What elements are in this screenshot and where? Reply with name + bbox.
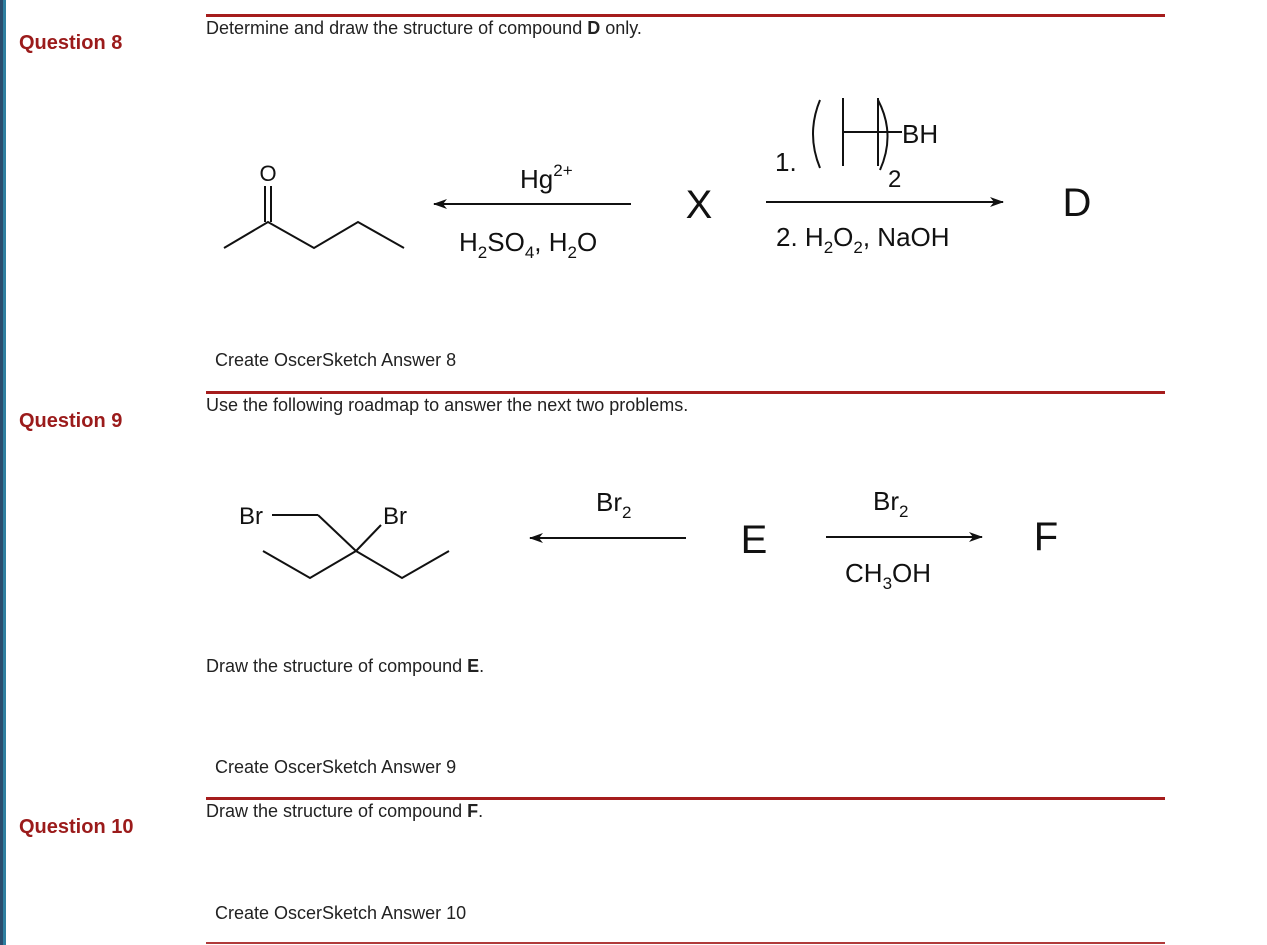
reagent-methanol-label: $CH_3OH$ <box>845 558 932 593</box>
compound-e-ref: E <box>467 656 480 676</box>
reaction-scheme-2 <box>239 486 1058 593</box>
compound-x-label: X <box>685 183 713 227</box>
compound-e-label: E <box>740 518 768 562</box>
reagent-h2so4-label: $H_2SO_4$, $H_2O$ <box>459 227 598 262</box>
compound-f-ref: F <box>467 801 479 821</box>
reaction-scheme-1 <box>224 98 1091 262</box>
reagent-hg-label: $Hg^{2+}$ <box>520 161 573 194</box>
question-10-label: Question 10 <box>19 816 134 838</box>
question-9-intro: Use the following roadmap to answer the next two problems. <box>206 395 689 415</box>
borane-subscript: 2 <box>888 166 902 193</box>
question-8-prompt: Determine and draw the structure of compound D only. <box>206 18 642 38</box>
reagent-br2-left-label: $Br_2$ <box>596 487 632 522</box>
create-answer-8-link[interactable]: Create OscerSketch Answer 8 <box>215 350 457 370</box>
compound-d-ref: D <box>587 18 601 38</box>
reagent-h2o2-naoh-label: 2. $H_2O_2$, NaOH <box>776 222 950 257</box>
butanone-structure <box>224 186 404 248</box>
bromine-left-label: Br <box>239 503 263 530</box>
step-1-number: 1. <box>775 147 797 177</box>
create-answer-10-link[interactable]: Create OscerSketch Answer 10 <box>215 903 467 923</box>
compound-f-label: F <box>1033 515 1059 559</box>
question-9-label: Question 9 <box>19 410 123 432</box>
reagent-br2-right-label: $Br_2$ <box>873 486 909 521</box>
compound-d-label: D <box>1062 181 1092 225</box>
create-answer-9-link[interactable]: Create OscerSketch Answer 9 <box>215 757 457 777</box>
bromine-right-label: Br <box>383 503 407 530</box>
borane-bh-label: BH <box>902 119 939 149</box>
question-10-prompt: Draw the structure of compound F. <box>206 801 484 821</box>
question-9-prompt: Draw the structure of compound E. <box>206 656 485 676</box>
borane-bracket-structure <box>813 98 902 170</box>
ketone-oxygen-label: O <box>259 161 277 186</box>
dibromide-structure <box>263 515 449 578</box>
question-8-label: Question 8 <box>19 32 123 54</box>
